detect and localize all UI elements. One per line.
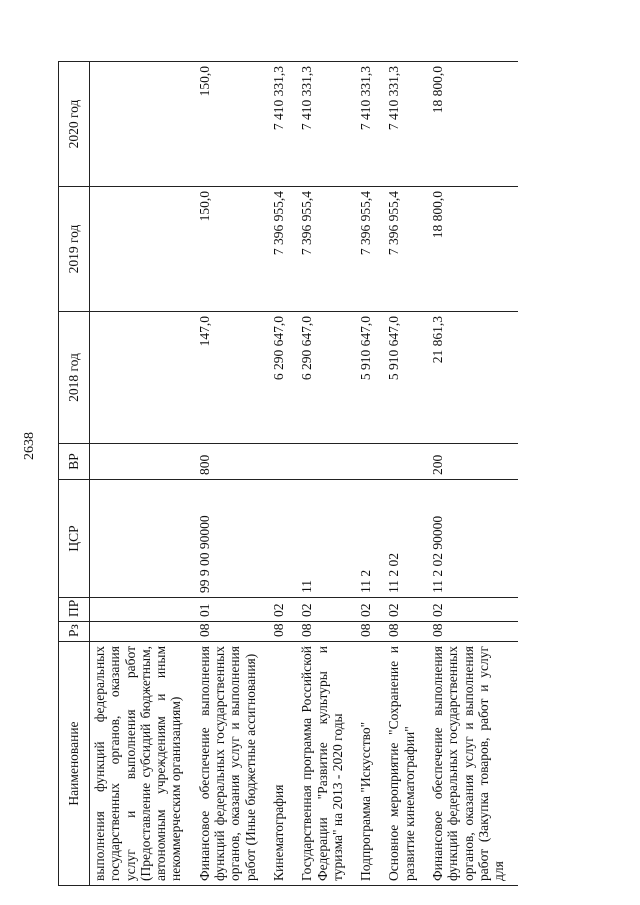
row-vr <box>356 444 384 480</box>
row-2019: 18 800,0 <box>428 187 517 312</box>
row-2018: 21 861,3 <box>428 312 517 444</box>
row-vr <box>297 444 356 480</box>
row-pr: 02 <box>356 598 384 622</box>
header-2020: 2020 год <box>59 62 90 187</box>
row-name: выполнения функций федеральных государственных органов, оказания услуг и выполнения работ (Предоставление субсидий бюджетным, автономным учреждениям и иным некоммерческим организациям) <box>90 642 195 886</box>
row-2020: 7 410 331,3 <box>269 62 297 187</box>
row-2019: 150,0 <box>195 187 269 312</box>
page-number: 2638 <box>22 432 37 460</box>
row-rz: 08 <box>195 622 269 642</box>
row-2020: 7 410 331,3 <box>384 62 428 187</box>
table-row <box>297 62 356 886</box>
header-2018: 2018 год <box>59 312 90 444</box>
row-vr: 800 <box>195 444 269 480</box>
table-row <box>269 62 297 886</box>
row-pr <box>90 598 195 622</box>
row-name: Кинематография <box>269 642 297 886</box>
row-2018: 147,0 <box>195 312 269 444</box>
row-2018: 5 910 647,0 <box>384 312 428 444</box>
header-rz: Рз <box>59 622 90 642</box>
row-2019: 7 396 955,4 <box>297 187 356 312</box>
row-csr: 11 2 <box>356 480 384 598</box>
table-row <box>384 62 428 886</box>
row-name: Основное мероприятие "Сохранение и развитие кинематографии" <box>384 642 428 886</box>
budget-table <box>58 61 518 886</box>
row-csr <box>90 480 195 598</box>
row-rz: 08 <box>269 622 297 642</box>
header-csr: ЦСР <box>59 480 90 598</box>
row-2020: 7 410 331,3 <box>356 62 384 187</box>
header-vr: ВР <box>59 444 90 480</box>
row-pr: 02 <box>384 598 428 622</box>
row-name: Государственная программа Российской Федерации "Развитие культуры и туризма" на 2013 - 2020 годы <box>297 642 356 886</box>
row-2019: 7 396 955,4 <box>356 187 384 312</box>
budget-table-rotated <box>58 62 588 886</box>
row-csr <box>269 480 297 598</box>
row-name: Подпрограмма "Искусство" <box>356 642 384 886</box>
row-pr: 02 <box>297 598 356 622</box>
table-row <box>356 62 384 886</box>
row-vr <box>269 444 297 480</box>
row-2019: 7 396 955,4 <box>384 187 428 312</box>
row-rz <box>90 622 195 642</box>
row-csr: 99 9 00 90000 <box>195 480 269 598</box>
header-2019: 2019 год <box>59 187 90 312</box>
table-row <box>195 62 269 886</box>
row-pr: 01 <box>195 598 269 622</box>
row-vr <box>90 444 195 480</box>
row-2019 <box>90 187 195 312</box>
row-2018 <box>90 312 195 444</box>
row-csr: 11 2 02 <box>384 480 428 598</box>
row-2020 <box>90 62 195 187</box>
table-row <box>90 62 195 886</box>
row-name: Финансовое обеспечение выполнения функций федеральных государственных органов, оказания услуг и выполнения работ (Закупка товаров, работ и услуг для <box>428 642 517 886</box>
table-row <box>428 62 517 886</box>
row-rz: 08 <box>297 622 356 642</box>
row-2020: 18 800,0 <box>428 62 517 187</box>
row-2018: 5 910 647,0 <box>356 312 384 444</box>
row-csr: 11 2 02 90000 <box>428 480 517 598</box>
row-rz: 08 <box>428 622 517 642</box>
row-2018: 6 290 647,0 <box>269 312 297 444</box>
row-vr <box>384 444 428 480</box>
row-pr: 02 <box>269 598 297 622</box>
row-vr: 200 <box>428 444 517 480</box>
row-2019: 7 396 955,4 <box>269 187 297 312</box>
row-2020: 7 410 331,3 <box>297 62 356 187</box>
header-name: Наименование <box>59 642 90 886</box>
row-csr: 11 <box>297 480 356 598</box>
row-rz: 08 <box>384 622 428 642</box>
row-2018: 6 290 647,0 <box>297 312 356 444</box>
table-header-row <box>59 62 90 886</box>
row-pr: 02 <box>428 598 517 622</box>
row-rz: 08 <box>356 622 384 642</box>
header-pr: ПР <box>59 598 90 622</box>
row-2020: 150,0 <box>195 62 269 187</box>
row-name: Финансовое обеспечение выполнения функций федеральных государственных органов, оказания услуг и выполнения работ (Иные бюджетные ассигнования) <box>195 642 269 886</box>
